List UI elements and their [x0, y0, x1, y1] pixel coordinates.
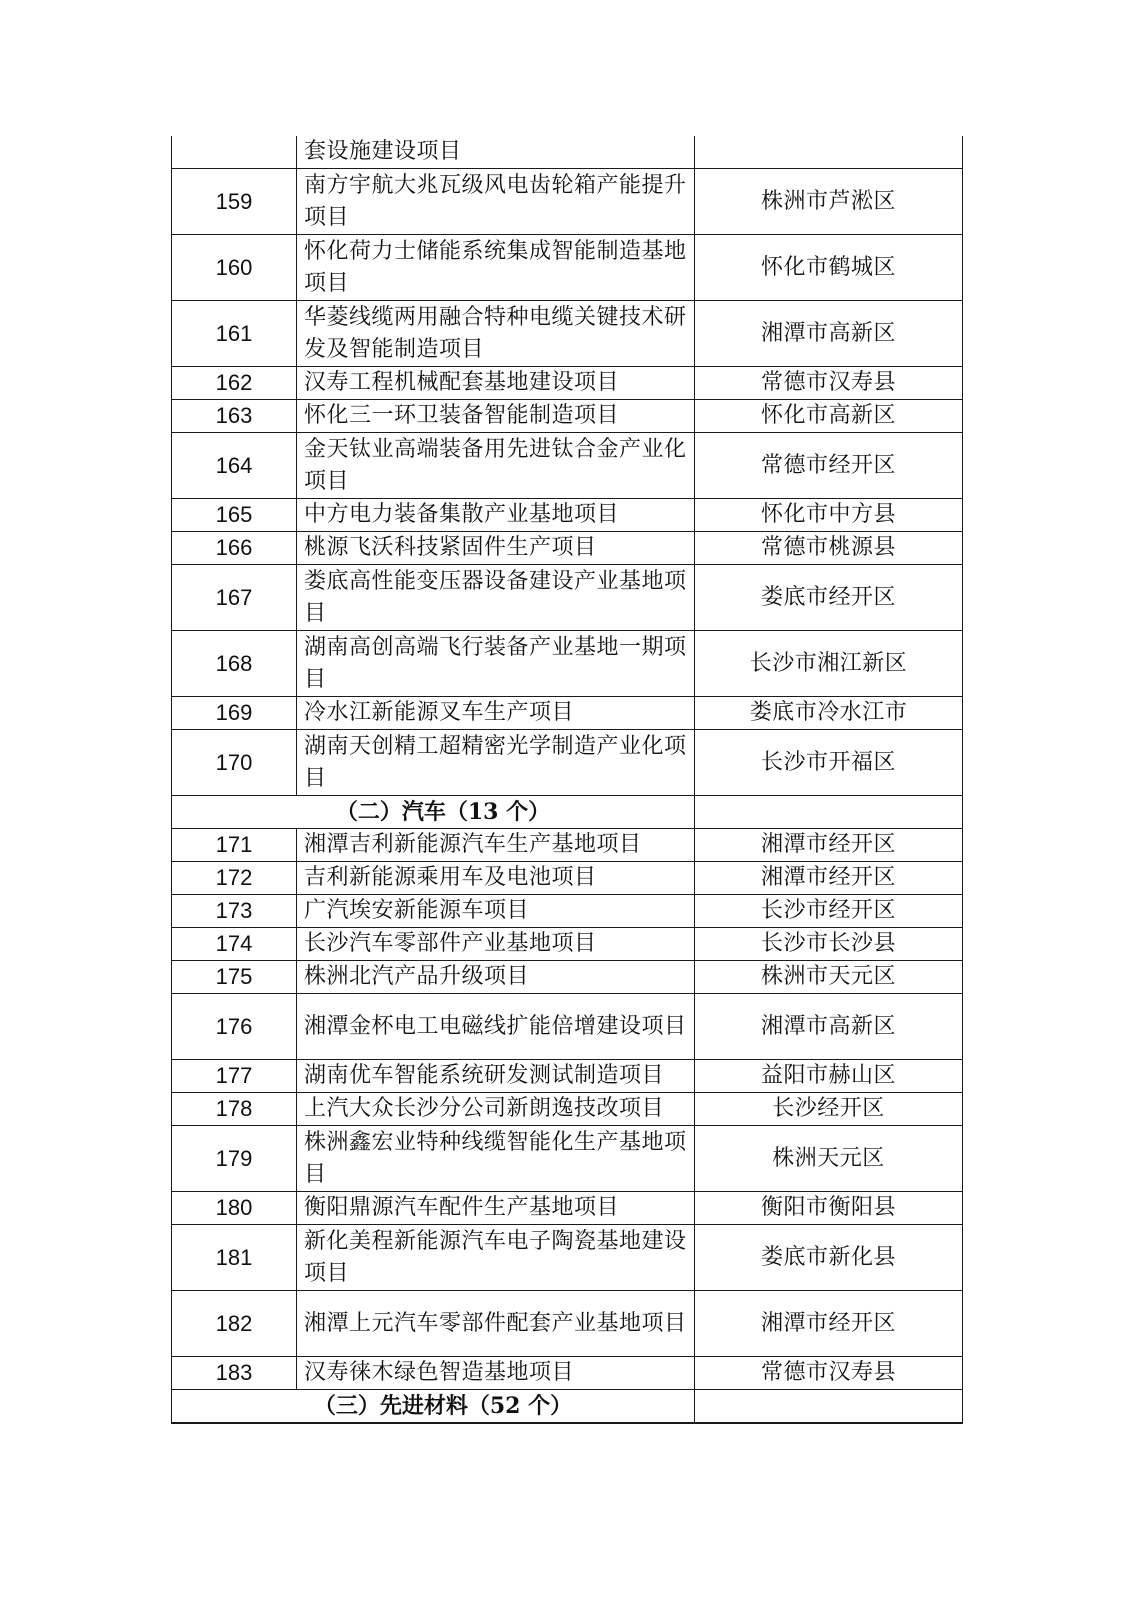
project-location: 常德市桃源县: [695, 532, 963, 565]
row-number: 159: [172, 169, 297, 235]
row-number: [172, 136, 297, 169]
project-location: 湘潭市经开区: [695, 1291, 963, 1357]
table-row: [172, 400, 963, 433]
row-number: 177: [172, 1060, 297, 1093]
project-location: 湘潭市高新区: [695, 301, 963, 367]
table-row: [172, 301, 963, 367]
project-location: 益阳市赫山区: [695, 1060, 963, 1093]
project-name: 湘潭上元汽车零部件配套产业基地项目: [297, 1291, 695, 1357]
project-location: 长沙经开区: [695, 1093, 963, 1126]
row-number: 178: [172, 1093, 297, 1126]
row-number: 160: [172, 235, 297, 301]
table-row: [172, 1291, 963, 1357]
row-number: 168: [172, 631, 297, 697]
project-name: 长沙汽车零部件产业基地项目: [297, 928, 695, 961]
row-number: 167: [172, 565, 297, 631]
project-name: 湖南天创精工超精密光学制造产业化项目: [297, 730, 695, 796]
project-location: 常德市汉寿县: [695, 1357, 963, 1390]
table-row: [172, 895, 963, 928]
project-location: 怀化市中方县: [695, 499, 963, 532]
project-location: 娄底市经开区: [695, 565, 963, 631]
row-number: 166: [172, 532, 297, 565]
row-number: 175: [172, 961, 297, 994]
project-location: 湘潭市经开区: [695, 829, 963, 862]
row-number: 172: [172, 862, 297, 895]
row-number: 180: [172, 1192, 297, 1225]
row-number: 170: [172, 730, 297, 796]
project-name: 怀化荷力士储能系统集成智能制造基地项目: [297, 235, 695, 301]
table-row: [172, 631, 963, 697]
table-row: [172, 433, 963, 499]
project-name: 株洲北汽产品升级项目: [297, 961, 695, 994]
project-name: 吉利新能源乘用车及电池项目: [297, 862, 695, 895]
table-row: [172, 1192, 963, 1225]
row-number: 173: [172, 895, 297, 928]
row-number: 179: [172, 1126, 297, 1192]
project-name: 新化美程新能源汽车电子陶瓷基地建设项目: [297, 1225, 695, 1291]
project-location: 长沙市湘江新区: [695, 631, 963, 697]
project-location: 娄底市新化县: [695, 1225, 963, 1291]
project-name: 湖南高创高端飞行装备产业基地一期项目: [297, 631, 695, 697]
project-location: 株洲市芦淞区: [695, 169, 963, 235]
project-location: 湘潭市高新区: [695, 994, 963, 1060]
project-name: 华菱线缆两用融合特种电缆关键技术研发及智能制造项目: [297, 301, 695, 367]
project-location: 怀化市鹤城区: [695, 235, 963, 301]
table-row: [172, 994, 963, 1060]
project-location: [695, 1390, 963, 1424]
row-number: 163: [172, 400, 297, 433]
row-number: 169: [172, 697, 297, 730]
section-title: （三）先进材料（52 个）: [172, 1390, 695, 1424]
row-number: 182: [172, 1291, 297, 1357]
project-location: [695, 136, 963, 169]
project-name: 汉寿工程机械配套基地建设项目: [297, 367, 695, 400]
section-title: （二）汽车（13 个）: [172, 796, 695, 829]
table-row: [172, 730, 963, 796]
project-location: 怀化市高新区: [695, 400, 963, 433]
section-header-row: [172, 1390, 963, 1424]
project-name: 中方电力装备集散产业基地项目: [297, 499, 695, 532]
row-number: 164: [172, 433, 297, 499]
project-location: 株洲市天元区: [695, 961, 963, 994]
project-name: 株洲鑫宏业特种线缆智能化生产基地项目: [297, 1126, 695, 1192]
table-row: [172, 862, 963, 895]
project-location: [695, 796, 963, 829]
row-number: 174: [172, 928, 297, 961]
project-location: 常德市汉寿县: [695, 367, 963, 400]
project-name: 上汽大众长沙分公司新朗逸技改项目: [297, 1093, 695, 1126]
table-row: [172, 565, 963, 631]
project-location: 常德市经开区: [695, 433, 963, 499]
project-location: 长沙市开福区: [695, 730, 963, 796]
project-location: 娄底市冷水江市: [695, 697, 963, 730]
project-name: 怀化三一环卫装备智能制造项目: [297, 400, 695, 433]
project-name: 冷水江新能源叉车生产项目: [297, 697, 695, 730]
project-table: [171, 136, 963, 1424]
table-row: [172, 1225, 963, 1291]
table-row: [172, 1060, 963, 1093]
project-name: 南方宇航大兆瓦级风电齿轮箱产能提升项目: [297, 169, 695, 235]
project-name: 套设施建设项目: [297, 136, 695, 169]
project-location: 湘潭市经开区: [695, 862, 963, 895]
table-row: [172, 829, 963, 862]
project-name: 桃源飞沃科技紧固件生产项目: [297, 532, 695, 565]
table-row: [172, 367, 963, 400]
row-number: 181: [172, 1225, 297, 1291]
row-number: 162: [172, 367, 297, 400]
project-name: 娄底高性能变压器设备建设产业基地项目: [297, 565, 695, 631]
table-row: [172, 499, 963, 532]
project-name: 广汽埃安新能源车项目: [297, 895, 695, 928]
project-name: 金天钛业高端装备用先进钛合金产业化项目: [297, 433, 695, 499]
row-number: 171: [172, 829, 297, 862]
project-location: 株洲天元区: [695, 1126, 963, 1192]
table-row: [172, 136, 963, 169]
project-location: 长沙市长沙县: [695, 928, 963, 961]
row-number: 165: [172, 499, 297, 532]
project-name: 湘潭金杯电工电磁线扩能倍增建设项目: [297, 994, 695, 1060]
section-header-row: [172, 796, 963, 829]
table-row: [172, 169, 963, 235]
table-row: [172, 1126, 963, 1192]
project-location: 衡阳市衡阳县: [695, 1192, 963, 1225]
table-row: [172, 1093, 963, 1126]
project-location: 长沙市经开区: [695, 895, 963, 928]
project-name: 湖南优车智能系统研发测试制造项目: [297, 1060, 695, 1093]
project-name: 湘潭吉利新能源汽车生产基地项目: [297, 829, 695, 862]
row-number: 161: [172, 301, 297, 367]
project-name: 衡阳鼎源汽车配件生产基地项目: [297, 1192, 695, 1225]
row-number: 176: [172, 994, 297, 1060]
table-row: [172, 235, 963, 301]
table-row: [172, 928, 963, 961]
row-number: 183: [172, 1357, 297, 1390]
project-name: 汉寿徕木绿色智造基地项目: [297, 1357, 695, 1390]
table-row: [172, 532, 963, 565]
table-row: [172, 1357, 963, 1390]
table-row: [172, 697, 963, 730]
table-row: [172, 961, 963, 994]
